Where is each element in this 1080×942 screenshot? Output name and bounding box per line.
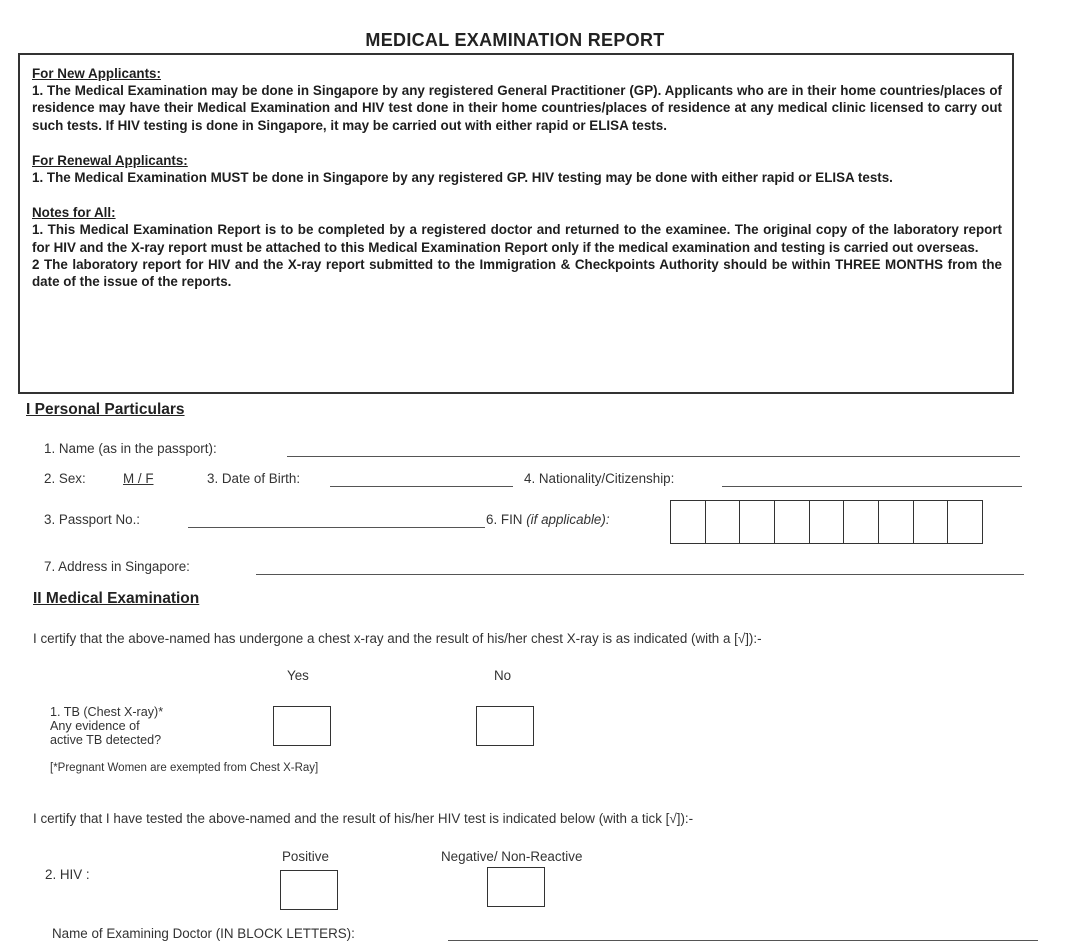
doctor-name-field[interactable] [448, 940, 1038, 941]
xray-certify-text: I certify that the above-named has undergone a chest x-ray and the result of his/her chest X-ray is as indicated (with a [√]):- [33, 631, 762, 646]
tb-question-line-1: Any evidence of [50, 719, 140, 733]
personal-particulars-heading: I Personal Particulars [26, 401, 185, 418]
nationality-field[interactable] [722, 486, 1022, 487]
fin-character-box[interactable] [671, 501, 706, 543]
medical-examination-heading: II Medical Examination [33, 590, 200, 607]
notes-for-all-text-2: 2 The laboratory report for HIV and the X-ray report submitted to the Immigration & Checkpoints Authority should be within THREE MONTHS from the date of the issue of the reports. [32, 256, 1002, 290]
fin-note: (if applicable): [526, 512, 610, 527]
fin-label-text: 6. FIN [486, 512, 523, 527]
passport-field[interactable] [188, 527, 485, 528]
tb-no-checkbox[interactable] [476, 706, 534, 746]
sex-label: 2. Sex: [44, 471, 86, 486]
sex-value[interactable]: M / F [123, 471, 154, 486]
tb-label: 1. TB (Chest X-ray)* [50, 705, 164, 719]
tb-question-line-2: active TB detected? [50, 733, 162, 747]
tb-question [50, 705, 163, 747]
hiv-positive-checkbox[interactable] [280, 870, 338, 910]
fin-character-box[interactable] [706, 501, 741, 543]
dob-label: 3. Date of Birth: [207, 471, 301, 486]
dob-field[interactable] [330, 486, 513, 487]
notes-for-all-text-1: 1. This Medical Examination Report is to be completed by a registered doctor and returned to the examinee. The original copy of the laboratory report for HIV and the X-ray report must be attached to this Medical Examination Report only if the medical examination and testing is carried out overseas. [32, 222, 1002, 255]
yes-label: Yes [287, 668, 309, 683]
hiv-certify-text: I certify that I have tested the above-named and the result of his/her HIV test is indicated below (with a tick [√]):- [33, 811, 694, 826]
fin-character-box[interactable] [844, 501, 879, 543]
doctor-name-label: Name of Examining Doctor (IN BLOCK LETTERS): [52, 926, 355, 941]
address-field[interactable] [256, 574, 1024, 575]
form-title: MEDICAL EXAMINATION REPORT [365, 30, 665, 50]
renewal-applicants-text: 1. The Medical Examination MUST be done in Singapore by any registered GP. HIV testing may be done with either rapid or ELISA tests. [32, 170, 893, 186]
address-label: 7. Address in Singapore: [44, 559, 190, 574]
fin-label [486, 512, 610, 527]
notes-for-all-section [32, 204, 1002, 290]
hiv-label: 2. HIV : [45, 867, 90, 882]
name-field[interactable] [287, 456, 1020, 457]
fin-boxes[interactable] [670, 500, 983, 544]
fin-character-box[interactable] [879, 501, 914, 543]
fin-character-box[interactable] [914, 501, 949, 543]
notes-for-all-heading: Notes for All: [32, 205, 116, 221]
fin-character-box[interactable] [775, 501, 810, 543]
fin-character-box[interactable] [948, 501, 982, 543]
tb-note: [*Pregnant Women are exempted from Chest X-Ray] [50, 762, 319, 774]
positive-label: Positive [282, 849, 329, 864]
new-applicants-heading: For New Applicants: [32, 66, 161, 81]
notes-box [18, 53, 1014, 394]
hiv-negative-checkbox[interactable] [487, 867, 545, 907]
no-label: No [494, 668, 512, 683]
negative-label: Negative/ Non-Reactive [441, 849, 583, 864]
renewal-applicants-section [32, 152, 1002, 186]
tb-yes-checkbox[interactable] [273, 706, 331, 746]
new-applicants-text: 1. The Medical Examination may be done in Singapore by any registered General Practitioner (GP). Applicants who are in their home countries/places of residence may have their Medical Examination and HIV test done in their home countries/places of residence at any medical clinic licensed to carry out such tests. If HIV testing is done in Singapore, it may be carried out with either rapid or ELISA tests. [32, 83, 1002, 133]
nationality-label: 4. Nationality/Citizenship: [524, 471, 675, 486]
renewal-applicants-heading: For Renewal Applicants: [32, 152, 188, 168]
passport-label: 3. Passport No.: [44, 512, 141, 527]
new-applicants-section [32, 65, 1002, 134]
fin-character-box[interactable] [810, 501, 845, 543]
name-label: 1. Name (as in the passport): [44, 441, 217, 456]
fin-character-box[interactable] [740, 501, 775, 543]
